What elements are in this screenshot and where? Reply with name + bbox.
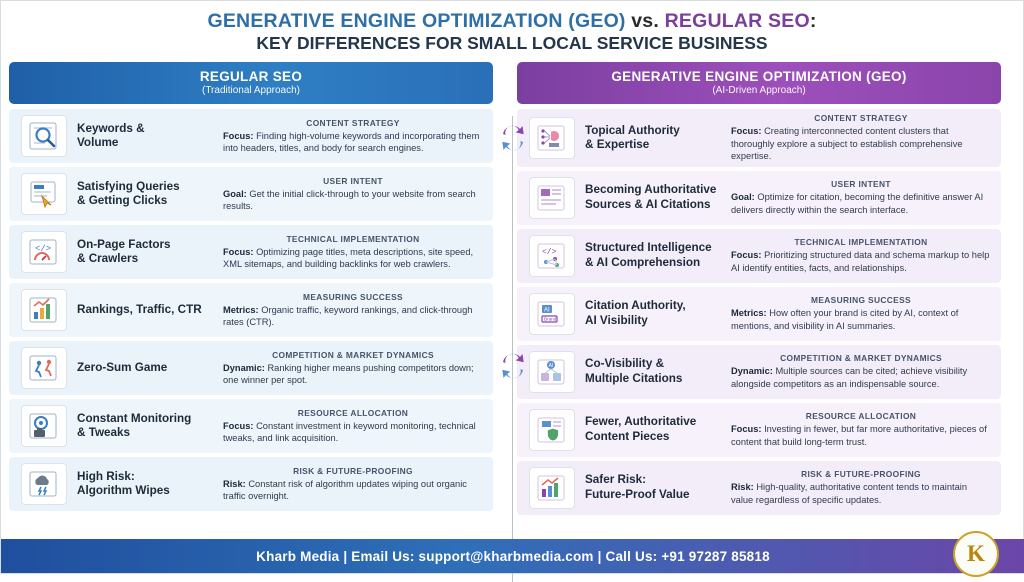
row-desc-bold: Metrics: bbox=[731, 308, 767, 319]
brain-book-icon bbox=[529, 117, 575, 159]
row-label-line1: Safer Risk: bbox=[585, 473, 647, 487]
page-title bbox=[1, 1, 1023, 58]
column-regular-seo bbox=[9, 62, 493, 518]
row-desc: High-quality, authoritative content tends to maintain value regardless of specific updates. bbox=[731, 482, 967, 505]
row-desc: Constant risk of algorithm updates wiping out organic traffic overnight. bbox=[223, 479, 467, 502]
row-label-cell bbox=[581, 175, 731, 221]
row-icon-cell bbox=[15, 403, 73, 449]
row-desc: How often your brand is cited by AI, context of mentions, and visibility in AI summaries. bbox=[731, 308, 959, 331]
row-text-cell bbox=[731, 113, 995, 162]
svg-text:AI: AI bbox=[544, 307, 550, 313]
row-label-line2: Sources & AI Citations bbox=[585, 197, 711, 211]
seo-rows bbox=[9, 109, 493, 511]
row-text-cell bbox=[223, 287, 487, 333]
magnifier-document-icon bbox=[21, 115, 67, 157]
row-label-cell bbox=[73, 171, 223, 217]
row-label-line2: Algorithm Wipes bbox=[77, 484, 170, 498]
table-row bbox=[9, 399, 493, 453]
column-geo bbox=[517, 62, 1001, 518]
table-row bbox=[517, 345, 1001, 399]
shield-document-icon bbox=[529, 409, 575, 451]
row-label-line1: Fewer, Authoritative bbox=[585, 415, 697, 429]
row-text-cell bbox=[731, 291, 995, 337]
code-network-icon bbox=[529, 235, 575, 277]
row-icon-cell bbox=[523, 291, 581, 337]
row-text-cell bbox=[223, 461, 487, 507]
row-icon-cell bbox=[523, 113, 581, 162]
row-label-cell bbox=[581, 233, 731, 279]
row-desc-bold: Focus: bbox=[223, 247, 254, 258]
row-desc: Organic traffic, keyword rankings, and click-through rates (CTR). bbox=[223, 305, 473, 328]
row-label-line1: Citation Authority, bbox=[585, 299, 686, 313]
row-label-line1: High Risk: bbox=[77, 470, 135, 484]
row-label-cell bbox=[73, 345, 223, 391]
row-category: RESOURCE ALLOCATION bbox=[805, 411, 917, 422]
row-label-line2: & AI Comprehension bbox=[585, 255, 701, 269]
row-desc: Constant investment in keyword monitoring, technical tweaks, and link acquisition. bbox=[223, 421, 476, 444]
row-label-line2: & Crawlers bbox=[77, 252, 139, 266]
title-line-1 bbox=[1, 10, 1023, 32]
row-desc-bold: Metrics: bbox=[223, 305, 259, 316]
row-desc: Ranking higher means pushing competitors down; one winner per spot. bbox=[223, 363, 474, 386]
title-seo-text: REGULAR SEO bbox=[664, 10, 810, 32]
column-subheading: (AI-Driven Approach) bbox=[712, 85, 806, 97]
row-label-line2: & Tweaks bbox=[77, 426, 131, 440]
row-desc-bold: Focus: bbox=[223, 421, 254, 432]
title-subtitle: KEY DIFFERENCES FOR SMALL LOCAL SERVICE BUSINESS bbox=[256, 33, 768, 54]
table-row bbox=[9, 109, 493, 163]
row-icon-cell bbox=[15, 113, 73, 159]
footer-contact-text[interactable]: Kharb Media | Email Us: support@kharbmedia.com | Call Us: +91 97287 85818 bbox=[256, 548, 770, 564]
row-category: COMPETITION & MARKET DYNAMICS bbox=[272, 350, 434, 361]
row-category: USER INTENT bbox=[323, 176, 383, 187]
row-text-cell bbox=[731, 407, 995, 453]
bar-chart-growth-icon bbox=[21, 289, 67, 331]
row-label-line2: Future-Proof Value bbox=[585, 487, 690, 501]
row-label-cell bbox=[73, 287, 223, 333]
svg-text:</>: </> bbox=[542, 247, 557, 257]
row-label-cell bbox=[73, 403, 223, 449]
row-icon-cell bbox=[523, 349, 581, 395]
row-label-line1: On-Page Factors bbox=[77, 238, 171, 252]
row-desc: Optimize for citation, becoming the definitive answer AI delivers directly within the search interface. bbox=[731, 192, 984, 215]
row-icon-cell bbox=[15, 345, 73, 391]
document-quote-icon bbox=[529, 177, 575, 219]
row-text-cell bbox=[731, 465, 995, 511]
table-row bbox=[517, 403, 1001, 457]
row-label-cell bbox=[581, 465, 731, 511]
svg-text:AI: AI bbox=[548, 362, 554, 369]
row-category: TECHNICAL IMPLEMENTATION bbox=[286, 234, 420, 245]
row-icon-cell bbox=[15, 171, 73, 217]
table-row bbox=[517, 171, 1001, 225]
geo-rows bbox=[517, 109, 1001, 514]
table-row bbox=[517, 229, 1001, 283]
table-row bbox=[517, 109, 1001, 166]
comparison-columns bbox=[1, 58, 1023, 518]
row-label-line2: Volume bbox=[77, 136, 119, 150]
row-label-cell bbox=[581, 291, 731, 337]
row-label-line1: Satisfying Queries bbox=[77, 180, 180, 194]
table-row bbox=[9, 283, 493, 337]
row-category: CONTENT STRATEGY bbox=[306, 118, 400, 129]
row-desc: Multiple sources can be cited; achieve visibility alongside competitors as an indispensable source. bbox=[731, 366, 968, 389]
row-text-cell bbox=[731, 175, 995, 221]
row-desc-bold: Focus: bbox=[731, 250, 762, 261]
row-label-line1: Becoming Authoritative bbox=[585, 183, 717, 197]
row-label-cell bbox=[581, 407, 731, 453]
row-label-cell bbox=[73, 461, 223, 507]
row-category: RISK & FUTURE-PROOFING bbox=[293, 466, 413, 477]
row-category: MEASURING SUCCESS bbox=[811, 295, 911, 306]
row-label-line1: Constant Monitoring bbox=[77, 412, 192, 426]
row-label-line2: & Getting Clicks bbox=[77, 194, 168, 208]
row-desc-bold: Focus: bbox=[731, 424, 762, 435]
ai-brand-card-icon bbox=[529, 293, 575, 335]
row-desc-bold: Dynamic: bbox=[731, 366, 773, 377]
row-desc: Investing in fewer, but far more authoritative, pieces of content that build long-term trust. bbox=[731, 424, 987, 447]
column-header-geo bbox=[517, 62, 1001, 104]
column-heading: GENERATIVE ENGINE OPTIMIZATION (GEO) bbox=[611, 69, 907, 85]
row-text-cell bbox=[223, 171, 487, 217]
table-row bbox=[9, 457, 493, 511]
row-icon-cell bbox=[15, 287, 73, 333]
row-text-cell bbox=[223, 229, 487, 275]
row-text-cell bbox=[223, 345, 487, 391]
title-colon: : bbox=[809, 10, 817, 32]
row-label-cell bbox=[581, 349, 731, 395]
row-category: USER INTENT bbox=[831, 179, 891, 190]
row-desc-bold: Dynamic: bbox=[223, 363, 265, 374]
brand-logo-letter: K bbox=[967, 541, 985, 566]
row-icon-cell bbox=[523, 233, 581, 279]
row-text-cell bbox=[223, 403, 487, 449]
row-label-line2: AI Visibility bbox=[585, 313, 648, 327]
row-label-line2: Content Pieces bbox=[585, 429, 670, 443]
row-label-cell bbox=[73, 113, 223, 159]
growth-shield-chart-icon bbox=[529, 467, 575, 509]
table-row bbox=[9, 341, 493, 395]
svg-text:</>: </> bbox=[35, 244, 52, 255]
row-label-line2: & Expertise bbox=[585, 137, 650, 151]
table-row bbox=[517, 287, 1001, 341]
row-icon-cell bbox=[523, 465, 581, 511]
row-label-line1: Structured Intelligence bbox=[585, 241, 712, 255]
table-row bbox=[517, 461, 1001, 515]
row-icon-cell bbox=[15, 229, 73, 275]
column-heading: REGULAR SEO bbox=[199, 69, 303, 85]
row-desc: Creating interconnected content clusters that thoroughly explore a subject to establish comprehensive expertise. bbox=[731, 126, 963, 162]
cursor-click-icon bbox=[21, 173, 67, 215]
row-desc-bold: Goal: bbox=[731, 192, 755, 203]
row-category: RESOURCE ALLOCATION bbox=[297, 408, 409, 419]
row-desc-bold: Risk: bbox=[731, 482, 754, 493]
row-label-line1: Co-Visibility & bbox=[585, 357, 665, 371]
column-subheading: (Traditional Approach) bbox=[201, 85, 300, 97]
row-text-cell bbox=[731, 349, 995, 395]
footer-bar bbox=[1, 539, 1024, 573]
table-row bbox=[9, 225, 493, 279]
row-label-line1: Topical Authority bbox=[585, 123, 680, 137]
row-desc: Get the initial click-through to your website from search results. bbox=[223, 189, 476, 212]
gears-briefcase-icon bbox=[21, 405, 67, 447]
row-desc-bold: Risk: bbox=[223, 479, 246, 490]
row-category: MEASURING SUCCESS bbox=[303, 292, 403, 303]
svg-text:Brand: Brand bbox=[544, 316, 557, 321]
row-desc: Finding high-volume keywords and incorporating them into headers, titles, and body for search engines. bbox=[223, 131, 480, 154]
row-label-line1: Keywords & bbox=[77, 122, 145, 136]
row-desc-bold: Focus: bbox=[731, 126, 762, 137]
column-header-regular-seo bbox=[9, 62, 493, 104]
row-category: TECHNICAL IMPLEMENTATION bbox=[794, 237, 928, 248]
row-desc-bold: Goal: bbox=[223, 189, 247, 200]
brand-logo bbox=[953, 531, 999, 577]
row-label-cell bbox=[581, 113, 731, 162]
row-label-cell bbox=[73, 229, 223, 275]
row-category: RISK & FUTURE-PROOFING bbox=[801, 469, 921, 480]
row-icon-cell bbox=[523, 175, 581, 221]
storm-cloud-icon bbox=[21, 463, 67, 505]
runners-race-icon bbox=[21, 347, 67, 389]
row-desc-bold: Focus: bbox=[223, 131, 254, 142]
row-category: CONTENT STRATEGY bbox=[814, 113, 908, 124]
sync-arrows-icon-middle bbox=[496, 349, 530, 383]
row-text-cell bbox=[223, 113, 487, 159]
row-icon-cell bbox=[523, 407, 581, 453]
row-label-line1: Rankings, Traffic, CTR bbox=[77, 303, 202, 317]
row-desc: Prioritizing structured data and schema markup to help AI identify entities, facts, and relationships. bbox=[731, 250, 990, 273]
table-row bbox=[9, 167, 493, 221]
row-desc: Optimizing page titles, meta descriptions, site speed, XML sitemaps, and building backlinks for web crawlers. bbox=[223, 247, 474, 270]
code-speed-icon bbox=[21, 231, 67, 273]
row-label-line1: Zero-Sum Game bbox=[77, 361, 168, 375]
title-vs-text: vs. bbox=[625, 10, 665, 32]
ai-multi-source-icon bbox=[529, 351, 575, 393]
row-icon-cell bbox=[15, 461, 73, 507]
row-text-cell bbox=[731, 233, 995, 279]
title-geo-text: GENERATIVE ENGINE OPTIMIZATION (GEO) bbox=[207, 10, 626, 32]
row-category: COMPETITION & MARKET DYNAMICS bbox=[780, 353, 942, 364]
sync-arrows-icon-top bbox=[496, 121, 530, 155]
row-label-line2: Multiple Citations bbox=[585, 371, 683, 385]
